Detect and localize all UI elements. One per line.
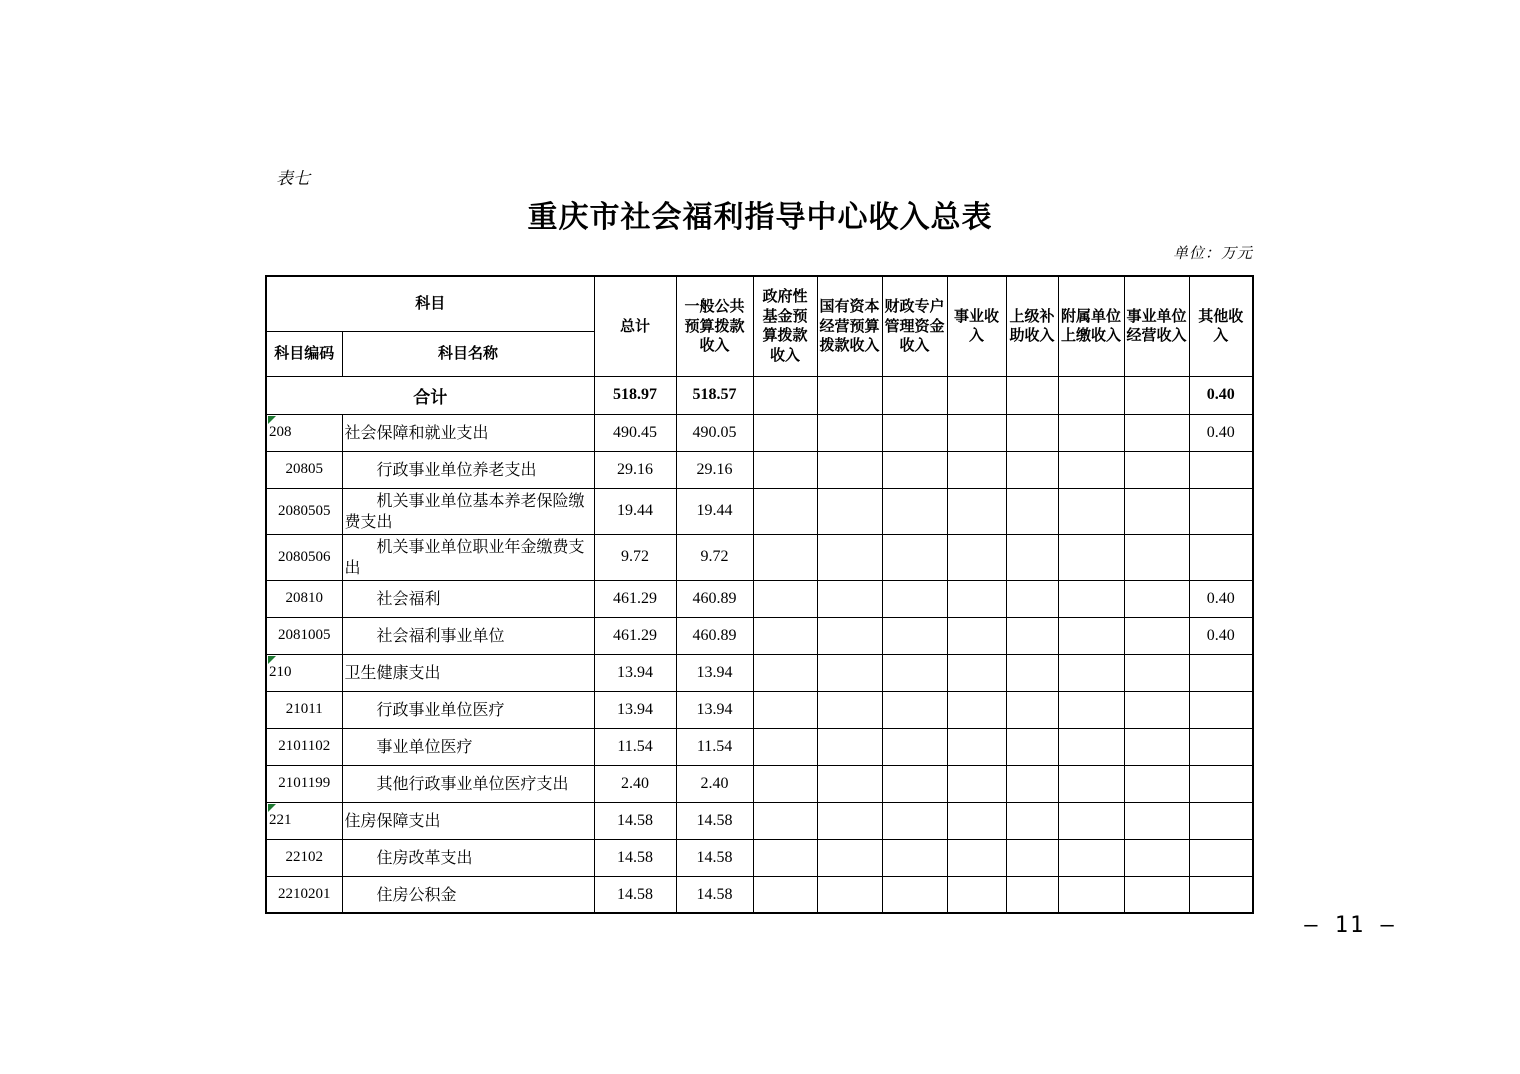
value-cell: 11.54	[594, 728, 676, 765]
subject-code: 2080506	[278, 548, 331, 565]
header-col-state-capital-budget: 国有资本经营预算拨款收入	[817, 276, 882, 376]
subject-name-cell	[342, 451, 594, 488]
value-cell	[1006, 451, 1058, 488]
value-cell	[1124, 765, 1189, 802]
value-cell: 490.45	[594, 414, 676, 451]
subject-code-cell	[266, 876, 342, 913]
subject-name-cell	[342, 839, 594, 876]
value-cell	[1058, 802, 1124, 839]
subject-name-cell	[342, 580, 594, 617]
value-cell	[817, 414, 882, 451]
header-col-total: 总计	[594, 276, 676, 376]
income-summary-table	[265, 275, 1254, 914]
value-cell	[817, 654, 882, 691]
value-cell	[947, 802, 1006, 839]
value-cell	[753, 654, 817, 691]
subject-name: 社会保障和就业支出	[344, 422, 489, 442]
subject-code: 2210201	[278, 886, 331, 903]
value-cell: 460.89	[676, 617, 753, 654]
value-cell	[1058, 488, 1124, 534]
value-cell	[1006, 488, 1058, 534]
subject-name: 住房公积金	[376, 884, 457, 904]
value-cell	[753, 839, 817, 876]
table-row	[266, 414, 1253, 451]
value-cell	[1189, 451, 1253, 488]
value-cell	[882, 802, 947, 839]
value-cell	[1058, 451, 1124, 488]
subject-name: 行政事业单位医疗	[376, 700, 505, 720]
value-cell: 14.58	[594, 839, 676, 876]
value-cell: 29.16	[594, 451, 676, 488]
value-cell	[1124, 488, 1189, 534]
subject-code-cell	[266, 765, 342, 802]
value-cell	[753, 802, 817, 839]
value-cell	[1189, 802, 1253, 839]
excel-error-marker-icon	[268, 656, 276, 664]
value-cell	[817, 451, 882, 488]
value-cell	[882, 654, 947, 691]
value-cell	[947, 765, 1006, 802]
subject-code-cell	[266, 580, 342, 617]
subject-name-cell	[342, 534, 594, 580]
value-cell	[1124, 728, 1189, 765]
table-row	[266, 839, 1253, 876]
value-cell	[1058, 839, 1124, 876]
value-cell	[882, 534, 947, 580]
subject-name-cell	[342, 765, 594, 802]
subject-code: 221	[269, 812, 292, 829]
subject-code: 20810	[285, 590, 323, 607]
value-cell	[947, 876, 1006, 913]
subject-name-cell	[342, 488, 594, 534]
value-cell	[817, 488, 882, 534]
value-cell	[817, 534, 882, 580]
header-col-business-operation: 事业单位经营收入	[1124, 276, 1189, 376]
value-cell: 0.40	[1189, 580, 1253, 617]
header-col-gov-fund-budget: 政府性基金预算拨款收入	[753, 276, 817, 376]
subject-code-cell	[266, 654, 342, 691]
value-cell	[1058, 728, 1124, 765]
value-cell	[753, 534, 817, 580]
value-cell: 9.72	[594, 534, 676, 580]
value-cell	[1124, 691, 1189, 728]
value-cell	[1006, 691, 1058, 728]
table-row	[266, 488, 1253, 534]
value-cell	[947, 617, 1006, 654]
subject-code-cell	[266, 534, 342, 580]
value-cell	[882, 765, 947, 802]
table-row	[266, 451, 1253, 488]
excel-error-marker-icon	[268, 804, 276, 812]
total-value-cell: 0.40	[1189, 376, 1253, 414]
value-cell	[947, 654, 1006, 691]
value-cell	[1006, 765, 1058, 802]
value-cell	[1124, 534, 1189, 580]
value-cell	[947, 534, 1006, 580]
value-cell	[817, 876, 882, 913]
value-cell	[882, 580, 947, 617]
value-cell	[882, 451, 947, 488]
value-cell	[947, 691, 1006, 728]
value-cell	[1006, 876, 1058, 913]
value-cell: 490.05	[676, 414, 753, 451]
header-col-fiscal-special-account: 财政专户管理资金收入	[882, 276, 947, 376]
table-row	[266, 802, 1253, 839]
header-subject-code: 科目编码	[266, 331, 342, 376]
value-cell	[882, 876, 947, 913]
table-header	[266, 276, 1253, 376]
unit-note: 单位：万元	[1172, 244, 1253, 262]
value-cell	[1124, 414, 1189, 451]
value-cell: 11.54	[676, 728, 753, 765]
table-label: 表七	[276, 169, 310, 189]
value-cell	[1058, 876, 1124, 913]
subject-code-cell	[266, 617, 342, 654]
value-cell	[753, 728, 817, 765]
value-cell	[882, 414, 947, 451]
value-cell	[753, 617, 817, 654]
subject-code-cell	[266, 802, 342, 839]
value-cell	[817, 691, 882, 728]
table-row	[266, 691, 1253, 728]
subject-code: 2101199	[278, 775, 331, 792]
value-cell: 13.94	[594, 654, 676, 691]
header-subject: 科目	[266, 276, 594, 331]
subject-code-cell	[266, 691, 342, 728]
value-cell	[1124, 451, 1189, 488]
value-cell	[947, 451, 1006, 488]
total-label: 合计	[266, 376, 594, 414]
value-cell	[1058, 691, 1124, 728]
value-cell	[947, 488, 1006, 534]
header-row-subject	[266, 276, 1253, 331]
value-cell	[817, 617, 882, 654]
subject-code-cell	[266, 451, 342, 488]
value-cell: 29.16	[676, 451, 753, 488]
value-cell	[753, 876, 817, 913]
value-cell	[1189, 654, 1253, 691]
value-cell: 460.89	[676, 580, 753, 617]
header-col-affiliated-unit-payment: 附属单位上缴收入	[1058, 276, 1124, 376]
value-cell: 0.40	[1189, 617, 1253, 654]
value-cell	[1189, 534, 1253, 580]
value-cell	[947, 839, 1006, 876]
value-cell	[1058, 534, 1124, 580]
value-cell	[1058, 414, 1124, 451]
value-cell: 14.58	[594, 876, 676, 913]
value-cell	[1189, 488, 1253, 534]
value-cell	[1189, 839, 1253, 876]
value-cell	[1006, 580, 1058, 617]
value-cell	[947, 728, 1006, 765]
value-cell: 19.44	[594, 488, 676, 534]
value-cell	[753, 580, 817, 617]
value-cell	[1189, 876, 1253, 913]
total-value-cell	[1006, 376, 1058, 414]
value-cell	[1189, 691, 1253, 728]
subject-name: 其他行政事业单位医疗支出	[376, 774, 569, 794]
total-value-cell	[882, 376, 947, 414]
value-cell	[1006, 728, 1058, 765]
subject-name-cell	[342, 654, 594, 691]
value-cell	[753, 414, 817, 451]
value-cell: 9.72	[676, 534, 753, 580]
value-cell	[1058, 765, 1124, 802]
value-cell	[947, 580, 1006, 617]
value-cell: 461.29	[594, 617, 676, 654]
value-cell: 13.94	[676, 654, 753, 691]
value-cell	[882, 691, 947, 728]
value-cell	[1006, 414, 1058, 451]
value-cell	[882, 488, 947, 534]
table-row	[266, 765, 1253, 802]
table-row	[266, 580, 1253, 617]
value-cell: 0.40	[1189, 414, 1253, 451]
subject-name-cell	[342, 876, 594, 913]
table-body	[266, 376, 1253, 913]
value-cell	[1124, 876, 1189, 913]
value-cell: 2.40	[594, 765, 676, 802]
subject-name-cell	[342, 728, 594, 765]
header-col-other-income: 其他收入	[1189, 276, 1253, 376]
value-cell	[753, 488, 817, 534]
excel-error-marker-icon	[268, 416, 276, 424]
subject-code: 208	[269, 424, 292, 440]
value-cell	[882, 839, 947, 876]
value-cell	[1189, 728, 1253, 765]
value-cell	[1189, 765, 1253, 802]
value-cell	[753, 451, 817, 488]
header-col-general-public-budget: 一般公共预算拨款收入	[676, 276, 753, 376]
value-cell: 461.29	[594, 580, 676, 617]
value-cell	[817, 839, 882, 876]
subject-code: 210	[269, 664, 292, 681]
value-cell	[1058, 654, 1124, 691]
header-col-business-income: 事业收入	[947, 276, 1006, 376]
table-row	[266, 534, 1253, 580]
subject-name: 社会福利事业单位	[376, 626, 505, 646]
table-row	[266, 654, 1253, 691]
subject-name: 卫生健康支出	[344, 663, 441, 683]
value-cell: 14.58	[676, 802, 753, 839]
value-cell	[947, 414, 1006, 451]
subject-name-cell	[342, 414, 594, 451]
subject-name: 社会福利	[376, 589, 441, 609]
value-cell	[753, 691, 817, 728]
table-row	[266, 617, 1253, 654]
subject-code: 21011	[285, 701, 323, 718]
total-value-cell: 518.57	[676, 376, 753, 414]
subject-code: 22102	[285, 849, 323, 866]
value-cell	[817, 728, 882, 765]
total-value-cell	[1058, 376, 1124, 414]
value-cell	[1058, 580, 1124, 617]
subject-name: 事业单位医疗	[376, 737, 473, 757]
value-cell	[1124, 617, 1189, 654]
subject-name: 住房改革支出	[376, 848, 473, 868]
value-cell	[1058, 617, 1124, 654]
total-value-cell	[753, 376, 817, 414]
value-cell	[882, 617, 947, 654]
value-cell	[817, 765, 882, 802]
subject-code-cell	[266, 728, 342, 765]
value-cell	[817, 580, 882, 617]
total-row	[266, 376, 1253, 414]
value-cell	[1124, 802, 1189, 839]
subject-name: 机关事业单位基本养老保险缴费支出	[344, 490, 585, 532]
subject-name: 住房保障支出	[344, 811, 441, 831]
value-cell	[882, 728, 947, 765]
subject-code: 2081005	[278, 627, 331, 644]
value-cell	[1124, 580, 1189, 617]
value-cell: 14.58	[676, 839, 753, 876]
subject-name-cell	[342, 691, 594, 728]
subject-code-cell	[266, 488, 342, 534]
value-cell	[1006, 654, 1058, 691]
subject-code: 2080505	[278, 502, 331, 519]
table-row	[266, 876, 1253, 913]
value-cell	[753, 765, 817, 802]
total-value-cell	[947, 376, 1006, 414]
value-cell: 13.94	[594, 691, 676, 728]
header-subject-name: 科目名称	[342, 331, 594, 376]
subject-name: 机关事业单位职业年金缴费支出	[344, 536, 585, 578]
total-value-cell: 518.97	[594, 376, 676, 414]
header-col-superior-subsidy: 上级补助收入	[1006, 276, 1058, 376]
subject-code: 20805	[285, 461, 323, 477]
value-cell: 14.58	[594, 802, 676, 839]
total-value-cell	[817, 376, 882, 414]
table-row	[266, 728, 1253, 765]
value-cell	[1006, 839, 1058, 876]
subject-code-cell	[266, 839, 342, 876]
subject-code-cell	[266, 414, 342, 451]
page-number: — 11 —	[1304, 913, 1396, 938]
total-value-cell	[1124, 376, 1189, 414]
value-cell: 13.94	[676, 691, 753, 728]
subject-name-cell	[342, 617, 594, 654]
subject-name: 行政事业单位养老支出	[376, 459, 537, 479]
value-cell: 2.40	[676, 765, 753, 802]
value-cell	[1006, 617, 1058, 654]
value-cell	[1124, 654, 1189, 691]
subject-code: 2101102	[278, 738, 331, 755]
value-cell	[1006, 534, 1058, 580]
page-title: 重庆市社会福利指导中心收入总表	[527, 201, 993, 234]
value-cell: 14.58	[676, 876, 753, 913]
value-cell	[817, 802, 882, 839]
value-cell	[1124, 839, 1189, 876]
value-cell	[1006, 802, 1058, 839]
subject-name-cell	[342, 802, 594, 839]
value-cell: 19.44	[676, 488, 753, 534]
